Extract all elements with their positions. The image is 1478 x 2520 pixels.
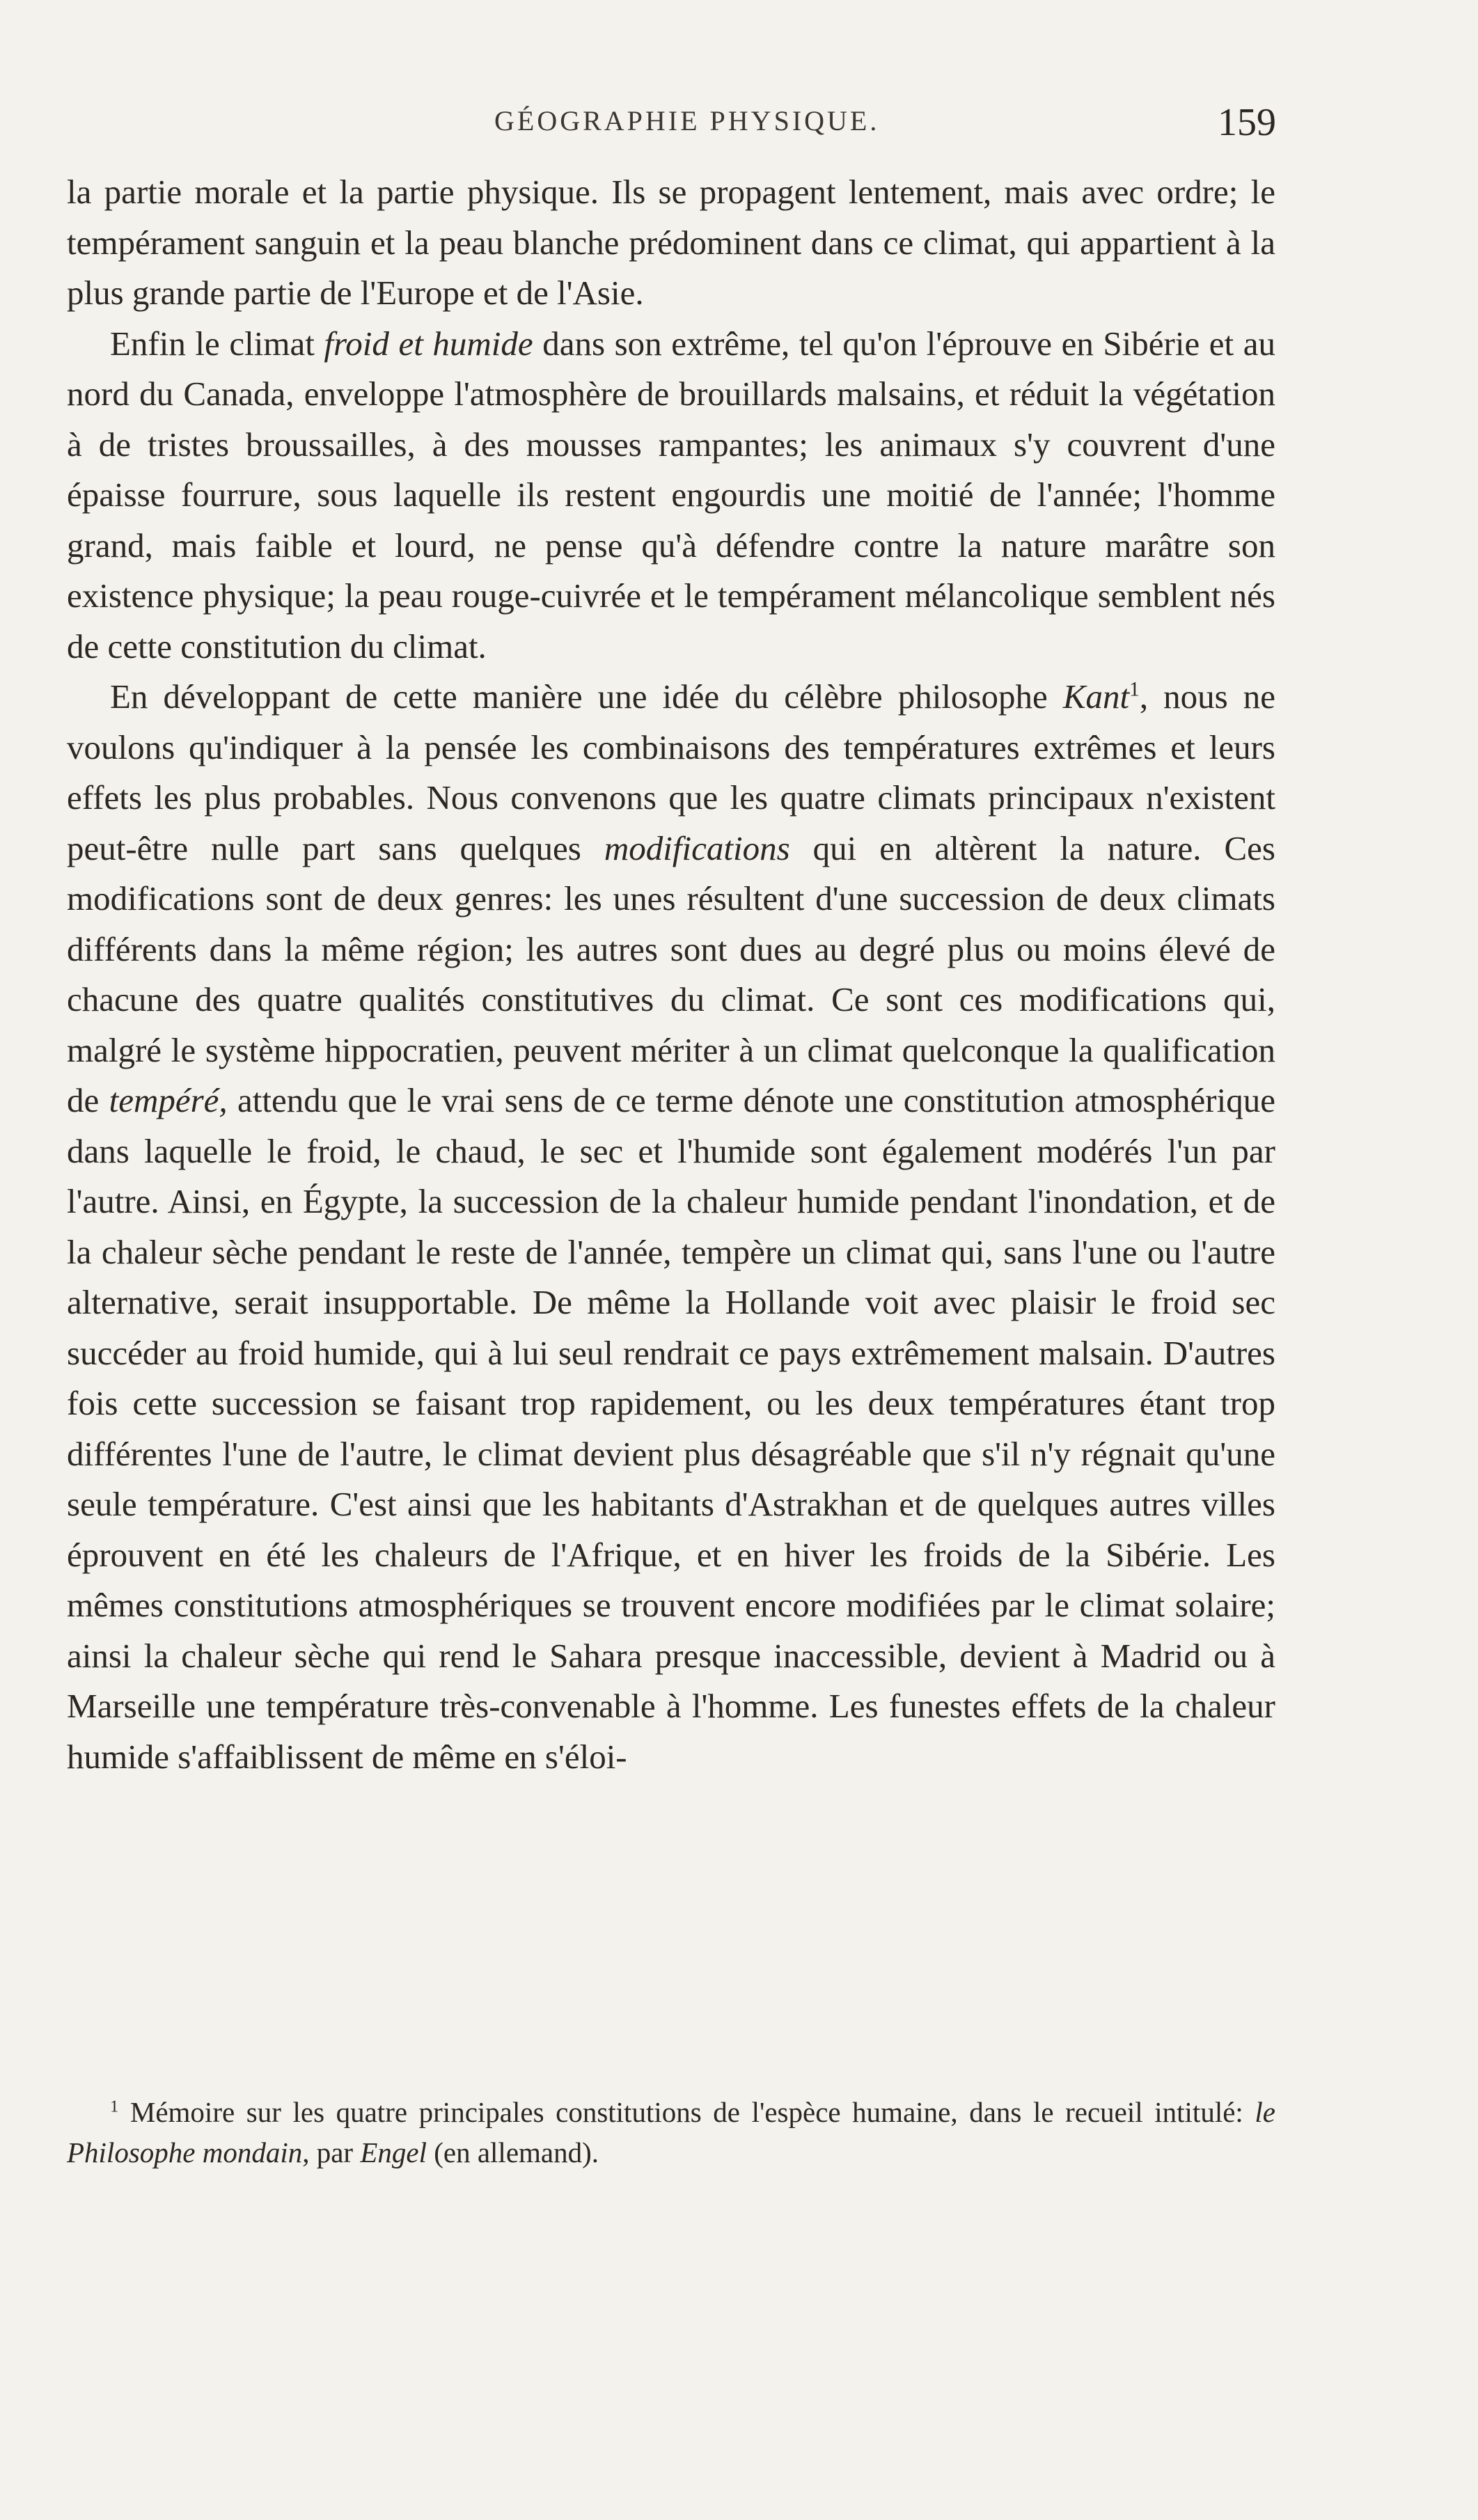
paragraph-3-text-a: En développant de cette manière une idée du célèbre philosophe xyxy=(110,677,1063,716)
emphasis-kant: Kant xyxy=(1062,677,1130,716)
emphasis-tempere: tempéré, xyxy=(109,1081,228,1119)
paragraph-3-text-b: , nous ne voulons qu'indiquer à la pensée les combinaisons des températures extrêmes et leurs effets les plus probables. Nous convenons que les quatre climats principaux n'existent peut-être nulle part sans quelques xyxy=(67,677,1275,867)
footnote-text-c: (en allemand). xyxy=(426,2136,599,2168)
footnote-marker: 1 xyxy=(110,2097,119,2116)
footnote-emphasis-title: le Philosophe mondain xyxy=(67,2096,1275,2168)
page-header xyxy=(0,101,1478,153)
body-text xyxy=(67,167,1275,1782)
paragraph-1-text: la partie morale et la partie physique. Ils se propagent lentement, mais avec ordre; le tempérament sanguin et la peau blanche prédominent dans ce climat, qui appartient à la plus grande partie de l'Europe et de l'Asie. xyxy=(67,173,1275,312)
paragraph-3 xyxy=(67,672,1275,1782)
paragraph-2-text-a: Enfin le climat xyxy=(110,324,324,363)
paragraph-1 xyxy=(67,167,1275,319)
running-title: GÉOGRAPHIE PHYSIQUE. xyxy=(494,105,880,136)
paragraph-2-text-b: dans son extrême, tel qu'on l'éprouve en Sibérie et au nord du Canada, enveloppe l'atmosphère de brouillards malsains, et réduit la végétation à de tristes broussailles, à des mousses rampantes; les animaux s'y couvrent d'une épaisse fourrure, sous laquelle ils restent engourdis une moitié de l'année; l'homme grand, mais faible et lourd, ne pense qu'à défendre contre la nature marâtre son existence physique; la peau rouge-cuivrée et le tempérament mélancolique semblent nés de cette constitution du climat. xyxy=(67,324,1275,666)
footnote-ref[interactable]: 1 xyxy=(1129,678,1140,701)
page-number: 159 xyxy=(1218,101,1276,144)
emphasis-froid-humide: froid et humide xyxy=(324,324,533,363)
footnote-text-b: , par xyxy=(302,2136,361,2168)
footnote-1 xyxy=(67,2092,1275,2173)
paragraph-3-text-d: attendu que le vrai sens de ce terme dénote une constitution atmosphérique dans laquelle le froid, le chaud, le sec et l'humide sont également modérés l'un par l'autre. Ainsi, en Égypte, la succession de la chaleur humide pendant l'inondation, et de la chaleur sèche pendant le reste de l'année, tempère un climat qui, sans l'une ou l'autre alternative, serait insupportable. De même la Hollande voit avec plaisir le froid sec succéder au froid humide, qui à lui seul rendrait ce pays extrêmement malsain. D'autres fois cette succession se faisant trop rapidement, ou les deux températures étant trop différentes l'une de l'autre, le climat devient plus désagréable que s'il n'y régnait qu'une seule température. C'est ainsi que les habitants d'Astrakhan et de quelques autres villes éprouvent en été les chaleurs de l'Afrique, et en hiver les froids de la Sibérie. Les mêmes constitutions atmosphériques se trouvent encore modifiées par le climat solaire; ainsi la chaleur sèche qui rend le Sahara presque inaccessible, devient à Madrid ou à Marseille une température très-convenable à l'homme. Les funestes effets de la chaleur humide s'affaiblissent de même en s'éloi- xyxy=(67,1081,1275,1776)
footnote-text-a: Mémoire sur les quatre principales constitutions de l'espèce humaine, dans le recueil intitulé: xyxy=(118,2096,1255,2128)
emphasis-modifications: modifications xyxy=(604,828,790,867)
paragraph-2 xyxy=(67,319,1275,672)
paragraph-3-text-c: qui en altèrent la nature. Ces modifications sont de deux genres: les unes résultent d'une succession de deux climats différents dans la même région; les autres sont dues au degré plus ou moins élevé de chacune des quatre qualités constitutives du climat. Ce sont ces modifications qui, malgré le système hippocratien, peuvent mériter à un climat quelconque la qualification de xyxy=(67,828,1275,1119)
footnotes xyxy=(67,2092,1275,2173)
footnote-emphasis-engel: Engel xyxy=(360,2136,427,2168)
